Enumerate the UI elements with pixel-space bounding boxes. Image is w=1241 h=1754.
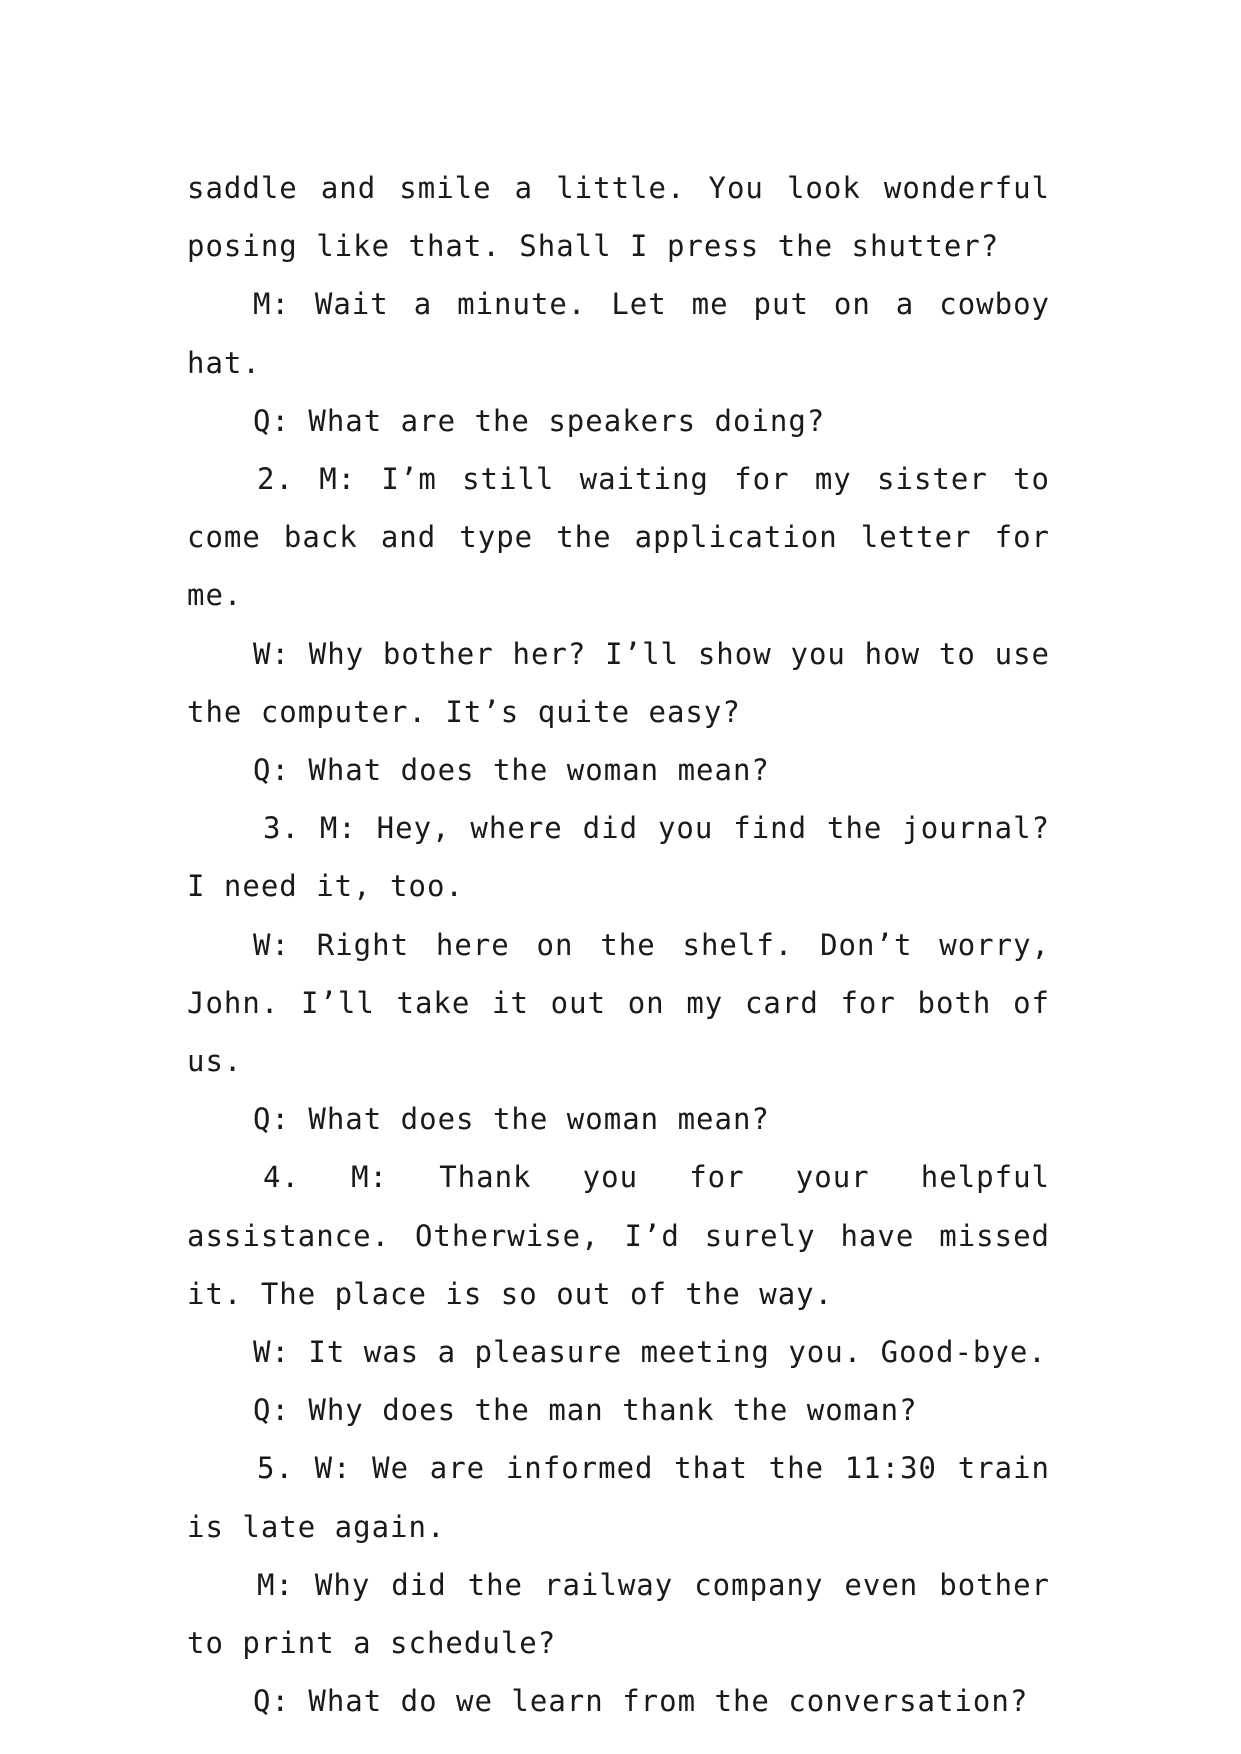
paragraph-item-4: 4. M: Thank you for your helpful assistance. Otherwise, I’d surely have missed it. The place is so out of the way. [187,1160,1050,1311]
paragraph-question: Q: What does the woman mean? [253,1102,770,1137]
paragraph-item-5: 5. W: We are informed that the 11:30 train is late again. [187,1451,1050,1544]
paragraph-item-3: 3. M: Hey, where did you find the journal? I need it, too. [187,811,1050,904]
paragraph-continued: saddle and smile a little. You look wonderful posing like that. Shall I press the shutter? [187,171,1050,264]
paragraph-woman-line: W: Why bother her? I’ll show you how to use the computer. It’s quite easy? [187,636,1050,729]
paragraph-woman-line: W: Right here on the shelf. Don’t worry, John. I’ll take it out on my card for both of us. [187,927,1050,1079]
document-body [187,159,1050,1730]
paragraph-question: Q: What are the speakers doing? [253,403,826,438]
paragraph-man-line: M: Wait a minute. Let me put on a cowboy hat. [187,287,1050,380]
paragraph-question: Q: Why does the man thank the woman? [253,1393,918,1428]
paragraph-question: Q: What do we learn from the conversation? [253,1684,1029,1719]
paragraph-item-2: 2. M: I’m still waiting for my sister to come back and type the application letter for me. [187,462,1050,613]
paragraph-woman-line: W: It was a pleasure meeting you. Good-bye. [253,1335,1047,1370]
paragraph-question: Q: What does the woman mean? [253,753,770,788]
paragraph-man-line: M: Why did the railway company even bother to print a schedule? [187,1567,1050,1661]
